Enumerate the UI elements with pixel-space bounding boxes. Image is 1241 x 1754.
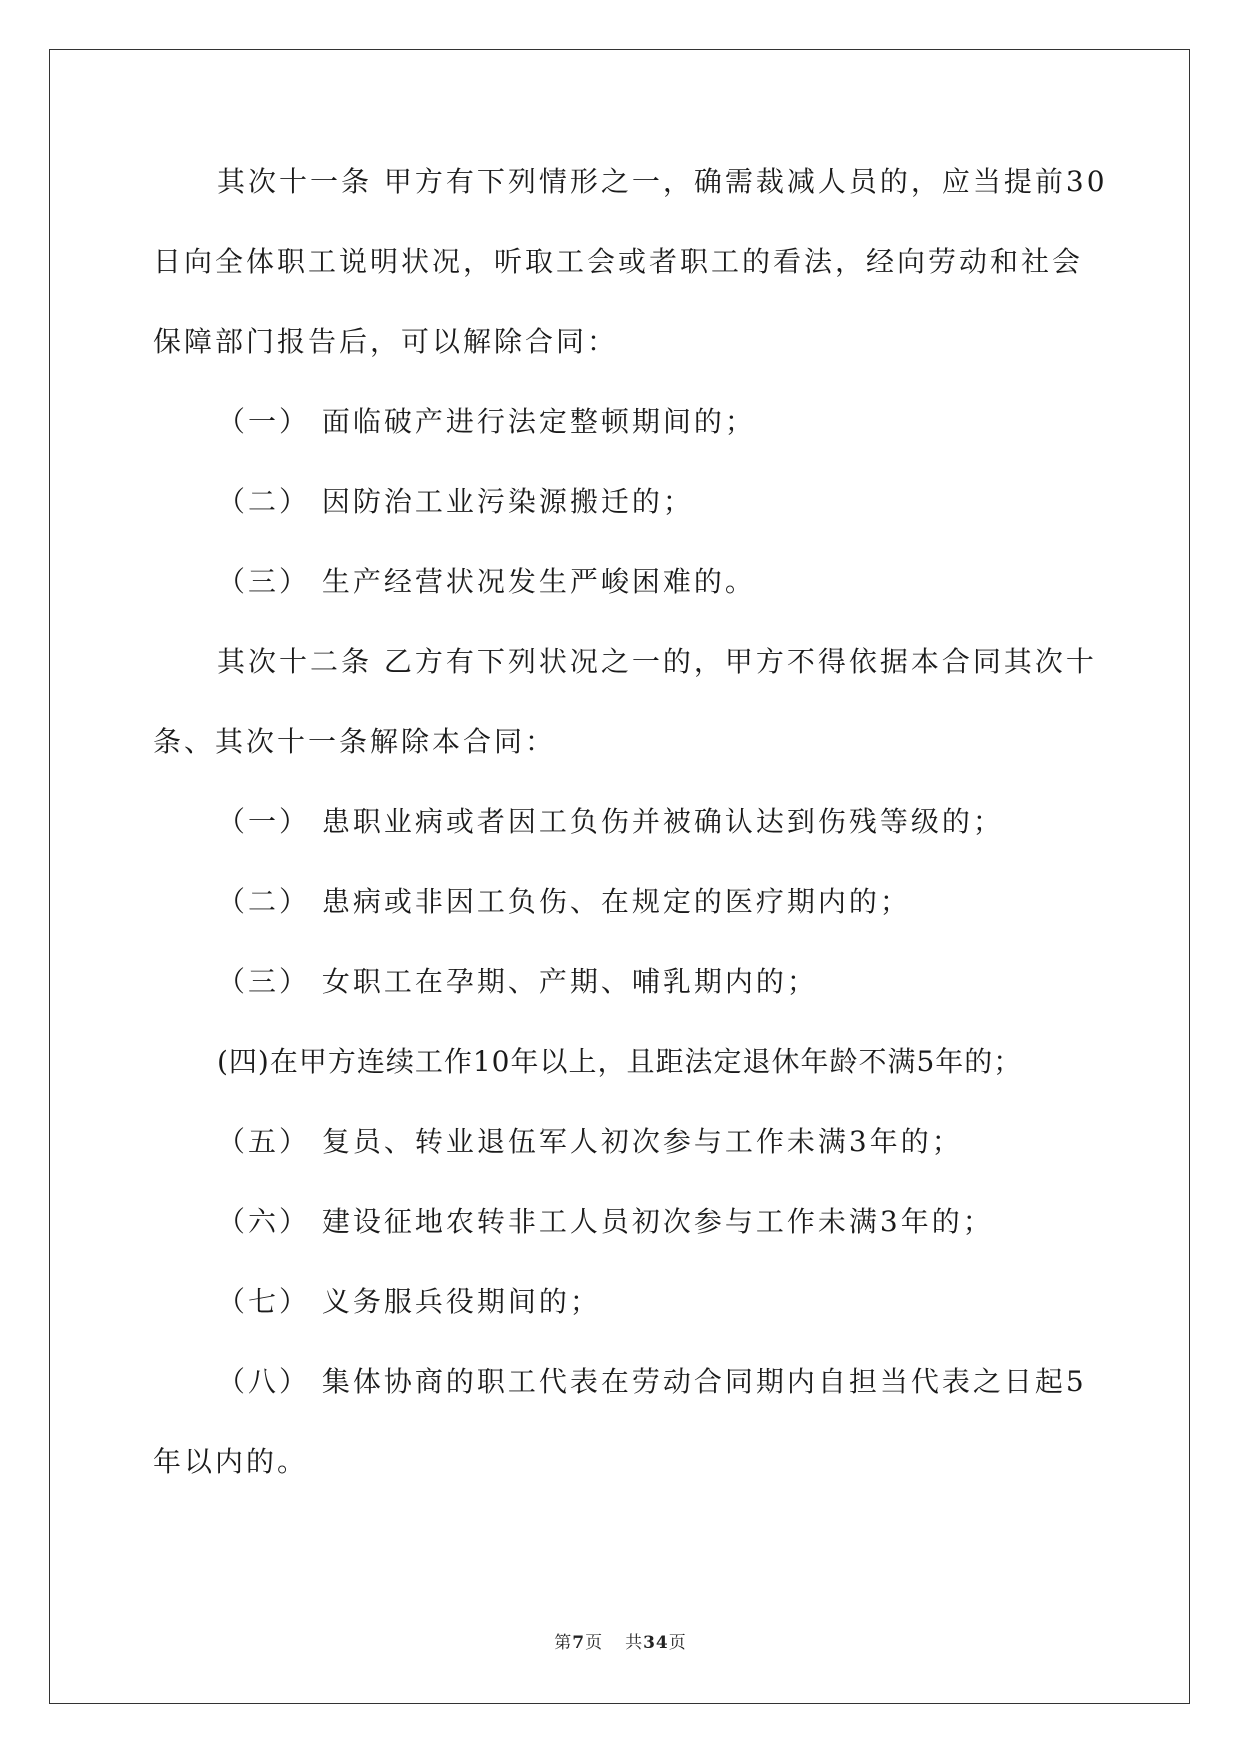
total-suffix: 页 bbox=[668, 1633, 687, 1653]
paragraph-article-32-line-2: 条、其次十一条解除本合同： bbox=[153, 725, 557, 758]
paragraph-article-32-line-1: 其次十二条 乙方有下列状况之一的，甲方不得依据本合同其次十 bbox=[217, 645, 1097, 678]
list-item-4: (四)在甲方连续工作10年以上，且距法定退休年龄不满5年的； bbox=[217, 1045, 1023, 1078]
total-page-count: 34 bbox=[643, 1633, 669, 1653]
list-item-8-line-2: 年以内的。 bbox=[153, 1445, 309, 1478]
paragraph-article-31-line-1: 其次十一条 甲方有下列情形之一，确需裁减人员的，应当提前30 bbox=[217, 165, 1108, 198]
list-item-3: （三） 生产经营状况发生严峻困难的。 bbox=[217, 565, 756, 598]
list-item-2: （二） 因防治工业污染源搬迁的； bbox=[217, 485, 694, 518]
page-footer bbox=[0, 1633, 1241, 1653]
list-item-1: （一） 患职业病或者因工负伤并被确认达到伤残等级的； bbox=[217, 805, 1004, 838]
list-item-6: （六） 建设征地农转非工人员初次参与工作未满3年的； bbox=[217, 1205, 994, 1238]
paragraph-article-31-line-2: 日向全体职工说明状况，听取工会或者职工的看法，经向劳动和社会 bbox=[153, 245, 1084, 278]
list-item-8-line-1: （八） 集体协商的职工代表在劳动合同期内自担当代表之日起5 bbox=[217, 1365, 1087, 1398]
document-body bbox=[153, 165, 1108, 1528]
list-item-7: （七） 义务服兵役期间的； bbox=[217, 1285, 601, 1318]
list-item-2: （二） 患病或非因工负伤、在规定的医疗期内的； bbox=[217, 885, 911, 918]
current-page-number: 7 bbox=[572, 1633, 586, 1653]
paragraph-article-31-line-3: 保障部门报告后，可以解除合同： bbox=[153, 325, 619, 358]
total-prefix: 共 bbox=[625, 1633, 644, 1653]
list-item-3: （三） 女职工在孕期、产期、哺乳期内的； bbox=[217, 965, 818, 998]
page-suffix: 页 bbox=[585, 1633, 604, 1653]
page-prefix: 第 bbox=[554, 1633, 573, 1653]
list-item-5: （五） 复员、转业退伍军人初次参与工作未满3年的； bbox=[217, 1125, 963, 1158]
list-item-1: （一） 面临破产进行法定整顿期间的； bbox=[217, 405, 756, 438]
